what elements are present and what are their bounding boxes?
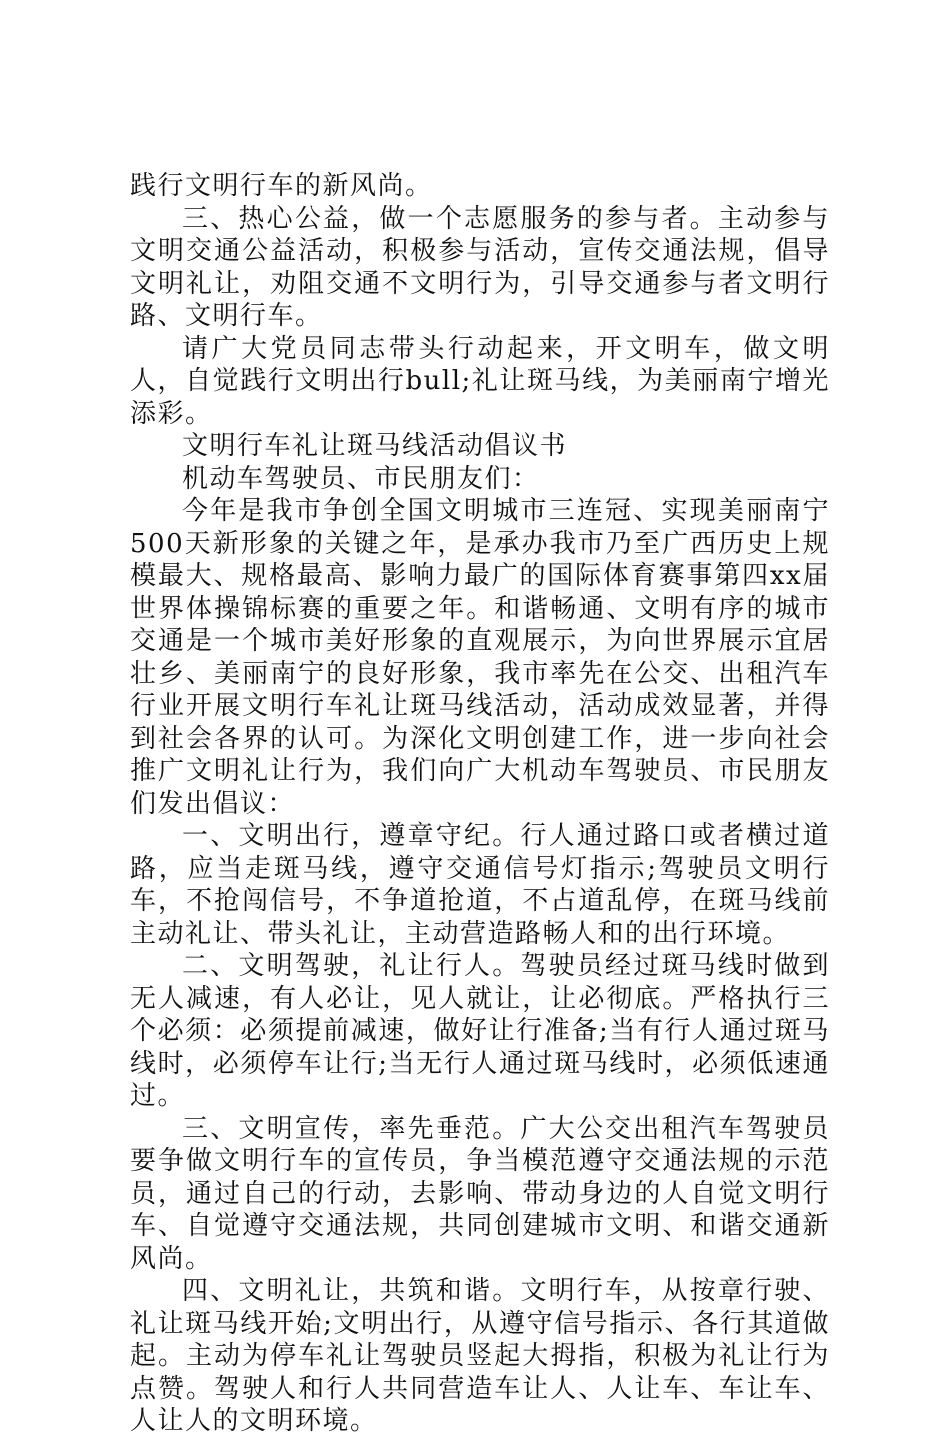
paragraph-continuation: 践行文明行车的新风尚。	[130, 171, 433, 201]
document-body	[130, 170, 830, 1438]
paragraph-public-welfare: 三、热心公益，做一个志愿服务的参与者。主动参与文明交通公益活动，积极参与活动，宣传交通法规，倡导文明礼让，劝阻交通不文明行为，引导交通参与者文明行路、文明行车。	[130, 203, 830, 331]
paragraph-introduction: 今年是我市争创全国文明城市三连冠、实现美丽南宁500天新形象的关键之年，是承办我市乃至广西历史上规模最大、规格最高、影响力最广的国际体育赛事第四xx届世界体操锦标赛的重要之年。和谐畅通、文明有序的城市交通是一个城市美好形象的直观展示，为向世界展示宜居壮乡、美丽南宁的良好形象，我市率先在公交、出租汽车行业开展文明行车礼让斑马线活动，活动成效显著，并得到社会各界的认可。为深化文明创建工作，进一步向社会推广文明礼让行为，我们向广大机动车驾驶员、市民朋友们发出倡议：	[130, 496, 830, 819]
salutation: 机动车驾驶员、市民朋友们：	[182, 463, 540, 494]
paragraph-item-one: 一、文明出行，遵章守纪。行人通过路口或者横过道路，应当走斑马线，遵守交通信号灯指示;驾驶员文明行车，不抢闯信号，不争道抢道，不占道乱停，在斑马线前主动礼让、带头礼让，主动营造路畅人和的出行环境。	[130, 821, 830, 949]
paragraph-appeal-members: 请广大党员同志带头行动起来，开文明车，做文明人，自觉践行文明出行bull;礼让斑马线，为美丽南宁增光添彩。	[130, 333, 830, 429]
paragraph-item-two: 二、文明驾驶，礼让行人。驾驶员经过斑马线时做到无人减速，有人必让，见人就让，让必彻底。严格执行三个必须：必须提前减速，做好让行准备;当有行人通过斑马线时，必须停车让行;当无行人通过斑马线时，必须低速通过。	[130, 951, 830, 1111]
paragraph-item-three: 三、文明宣传，率先垂范。广大公交出租汽车驾驶员要争做文明行车的宣传员，争当模范遵守交通法规的示范员，通过自己的行动，去影响、带动身边的人自觉文明行车、自觉遵守交通法规，共同创建城市文明、和谐交通新风尚。	[130, 1113, 830, 1274]
paragraph-item-four: 四、文明礼让，共筑和谐。文明行车，从按章行驶、礼让斑马线开始;文明出行，从遵守信号指示、各行其道做起。主动为停车礼让驾驶员竖起大拇指，积极为礼让行为点赞。驾驶人和行人共同营造车让人、人让车、车让车、人让人的文明环境。	[130, 1276, 830, 1436]
document-heading: 文明行车礼让斑马线活动倡议书	[182, 431, 568, 461]
